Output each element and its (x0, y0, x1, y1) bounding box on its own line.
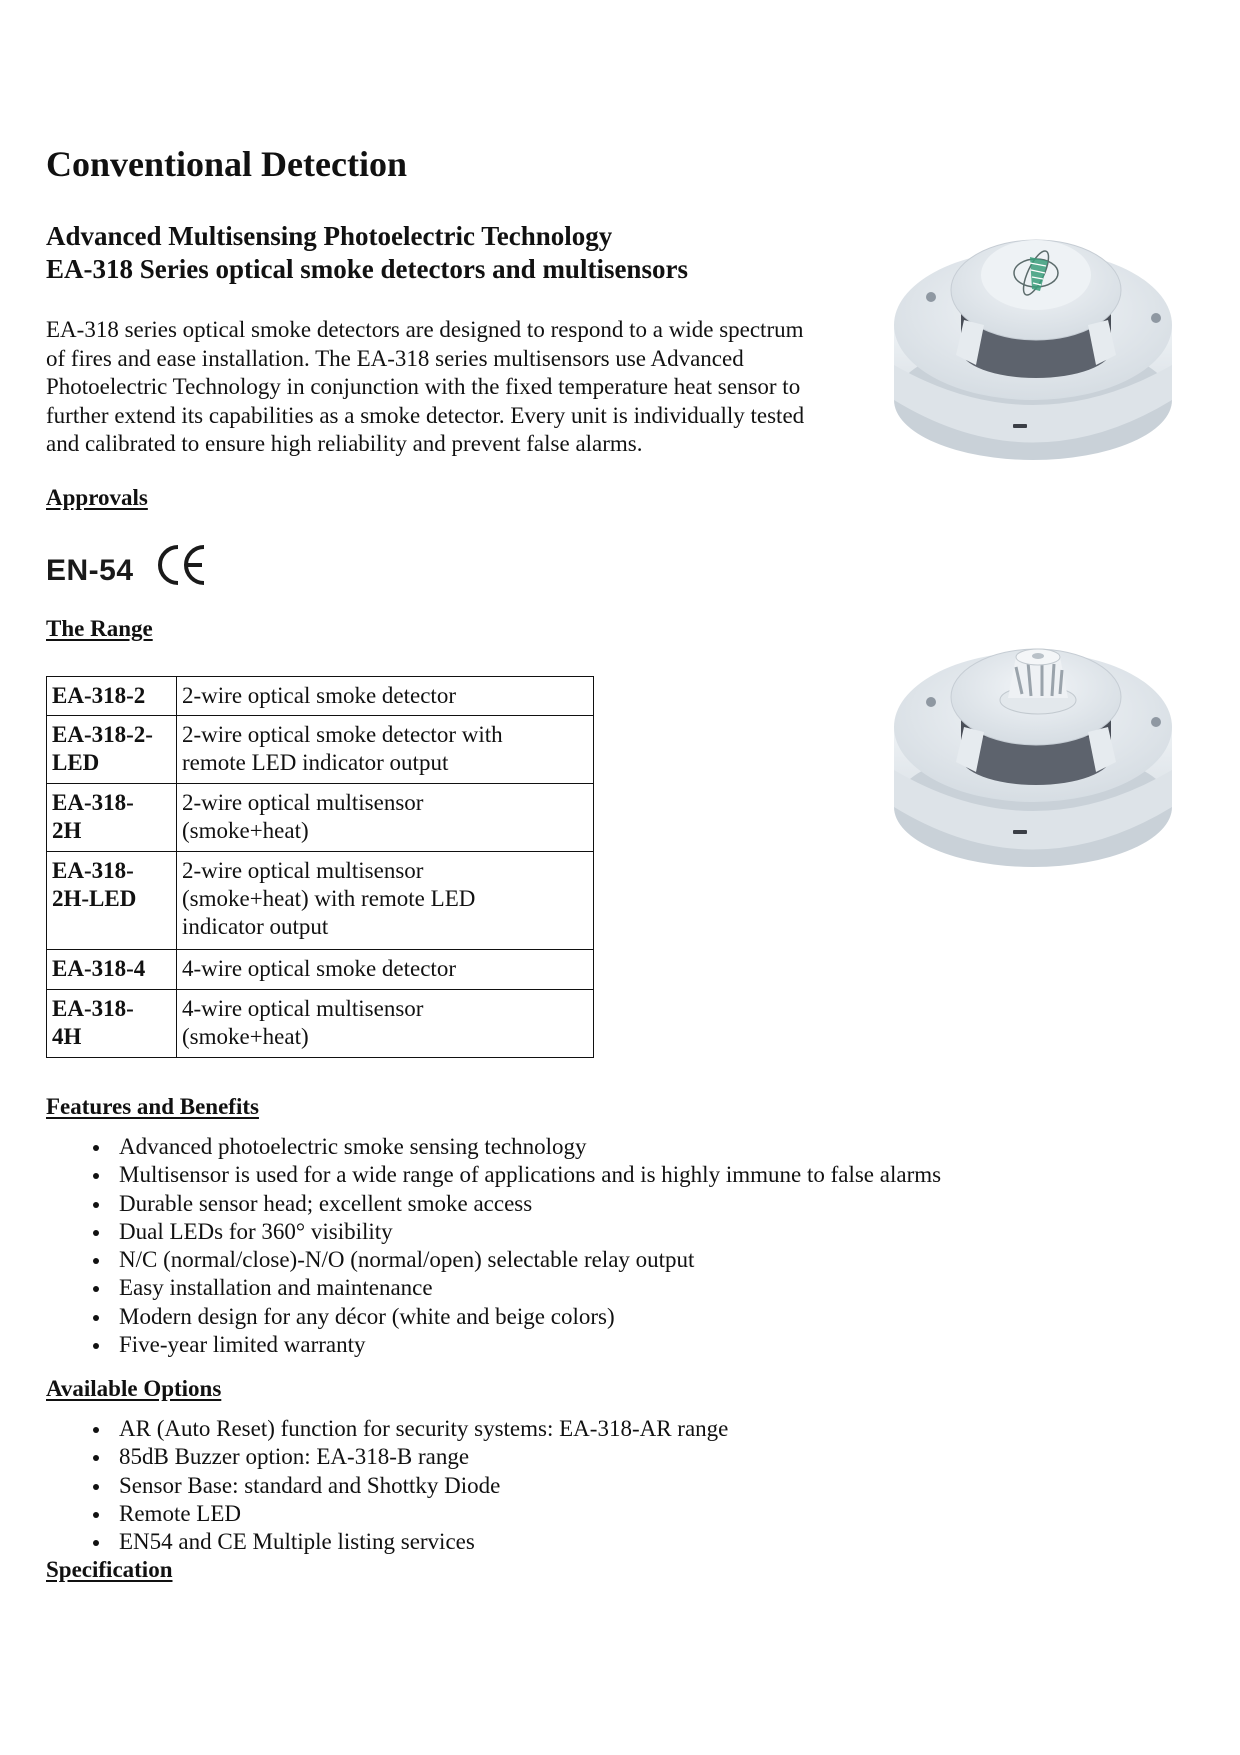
multisensor-photo (876, 612, 1190, 897)
list-item-text: EN54 and CE Multiple listing services (119, 1529, 475, 1555)
options-list (46, 1415, 728, 1556)
bullet-icon (93, 1230, 99, 1236)
bullet-icon (93, 1427, 99, 1433)
list-item-text: Advanced photoelectric smoke sensing technology (119, 1134, 587, 1159)
model-line: EA-318- (52, 996, 134, 1021)
model-cell (47, 950, 177, 990)
bullet-icon (93, 1315, 99, 1321)
model-line: EA-318- (52, 790, 134, 815)
description-cell (177, 950, 594, 990)
model-line: 2H-LED (52, 886, 137, 911)
intro-line: further extend its capabilities as a smoke detector. Every unit is individually tested (46, 402, 805, 428)
bullet-icon (93, 1202, 99, 1208)
subtitle-line-1: Advanced Multisensing Photoelectric Technology (46, 221, 613, 251)
ce-mark-icon (158, 544, 208, 586)
list-item-text: Five-year limited warranty (119, 1332, 366, 1358)
bullet-icon (93, 1512, 99, 1518)
list-item (46, 1303, 941, 1331)
description-line: 2-wire optical smoke detector with (182, 722, 503, 747)
list-item-text: Sensor Base: standard and Shottky Diode (119, 1472, 501, 1498)
description-line: 2-wire optical multisensor (182, 790, 424, 815)
approvals-logos (46, 540, 208, 590)
table-row (47, 784, 594, 852)
model-cell (47, 716, 177, 784)
model-cell (47, 990, 177, 1058)
model-line: 2H (52, 818, 82, 843)
description-line: indicator output (182, 914, 329, 939)
model-line: 4H (52, 1024, 82, 1049)
model-line: EA-318- (52, 858, 134, 883)
intro-line: Photoelectric Technology in conjunction with the fixed temperature heat sensor to (46, 374, 801, 399)
table-row (47, 990, 594, 1058)
list-item-text: Easy installation and maintenance (119, 1275, 433, 1301)
description-cell (177, 784, 594, 852)
list-item-text: Durable sensor head; excellent smoke access (119, 1190, 533, 1216)
list-item (46, 1443, 728, 1471)
table-row (47, 852, 594, 950)
description-line: 4-wire optical multisensor (182, 996, 424, 1021)
model-cell (47, 852, 177, 950)
description-line: (smoke+heat) with remote LED (182, 886, 476, 911)
bullet-icon (93, 1145, 99, 1151)
list-item-text: Modern design for any décor (white and beige colors) (119, 1303, 615, 1329)
bullet-icon (93, 1286, 99, 1292)
features-heading: Features and Benefits (46, 1094, 259, 1119)
model-cell (47, 677, 177, 716)
list-item (46, 1246, 941, 1274)
intro-paragraph (46, 316, 886, 459)
model-line: LED (52, 750, 100, 775)
model-line: EA-318-2- (52, 722, 153, 747)
list-item (46, 1472, 728, 1500)
model-line: EA-318-4 (52, 956, 146, 981)
list-item (46, 1190, 941, 1218)
list-item (46, 1161, 941, 1189)
description-line: 2-wire optical multisensor (182, 858, 424, 883)
list-item (46, 1528, 728, 1556)
list-item-text: AR (Auto Reset) function for security systems: EA-318-AR range (119, 1416, 729, 1441)
table-row (47, 716, 594, 784)
list-item (46, 1415, 728, 1443)
bullet-icon (93, 1540, 99, 1546)
intro-line: of fires and ease installation. The EA-318 series multisensors use Advanced (46, 345, 744, 371)
list-item-text: Dual LEDs for 360° visibility (119, 1218, 393, 1244)
model-line: EA-318-2 (52, 683, 146, 708)
list-item (46, 1218, 941, 1246)
en54-logo: EN-54 (46, 554, 134, 587)
description-line: (smoke+heat) (182, 818, 309, 843)
description-cell (177, 716, 594, 784)
bullet-icon (93, 1173, 99, 1179)
table-row (47, 950, 594, 990)
approvals-heading: Approvals (46, 485, 148, 510)
description-cell (177, 990, 594, 1058)
model-cell (47, 784, 177, 852)
list-item-text: 85dB Buzzer option: EA-318-B range (119, 1444, 470, 1470)
table-row (47, 677, 594, 716)
features-list (46, 1133, 941, 1359)
list-item-text: N/C (normal/close)-N/O (normal/open) selectable relay output (119, 1247, 695, 1273)
description-cell (177, 852, 594, 950)
list-item (46, 1274, 941, 1302)
list-item-text: Remote LED (119, 1500, 241, 1526)
description-line: 2-wire optical smoke detector (182, 683, 456, 708)
list-item-text: Multisensor is used for a wide range of applications and is highly immune to false alarms (119, 1162, 942, 1188)
list-item (46, 1133, 941, 1161)
subtitle (46, 220, 688, 286)
bullet-icon (93, 1455, 99, 1461)
description-line: (smoke+heat) (182, 1024, 309, 1049)
bullet-icon (93, 1484, 99, 1490)
description-line: remote LED indicator output (182, 750, 449, 775)
options-heading: Available Options (46, 1376, 222, 1401)
subtitle-line-2: EA-318 Series optical smoke detectors and multisensors (46, 254, 688, 284)
specification-heading: Specification (46, 1557, 173, 1582)
range-table (46, 676, 594, 1058)
list-item (46, 1500, 728, 1528)
description-cell (177, 677, 594, 716)
intro-line: EA-318 series optical smoke detectors are designed to respond to a wide spectrum (46, 317, 804, 342)
bullet-icon (93, 1258, 99, 1264)
bullet-icon (93, 1343, 99, 1349)
description-line: 4-wire optical smoke detector (182, 956, 456, 981)
intro-line: and calibrated to ensure high reliability and prevent false alarms. (46, 431, 643, 456)
list-item (46, 1331, 941, 1359)
smoke-detector-photo (876, 215, 1190, 490)
page-title: Conventional Detection (46, 144, 407, 184)
range-heading: The Range (46, 616, 153, 641)
